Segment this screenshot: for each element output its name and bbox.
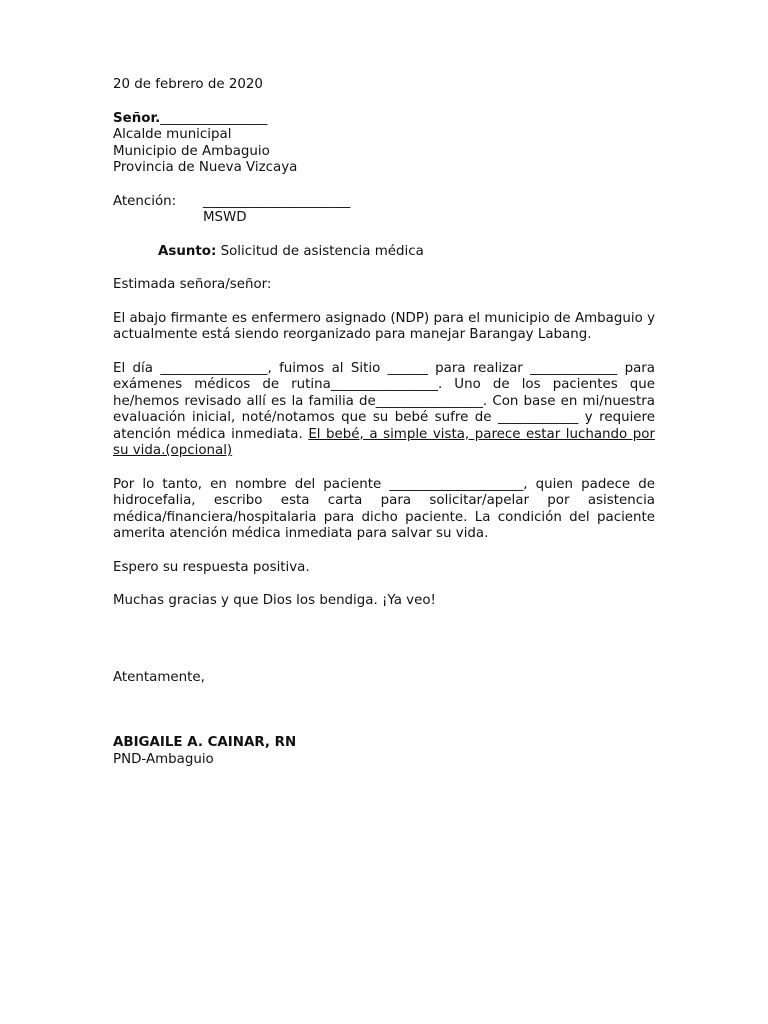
paragraph-4: Espero su respuesta positiva. [113,559,310,575]
attention-label: Atención: [113,193,177,209]
closing: Atentamente, [113,669,205,685]
paragraph-1: El abajo firmante es enfermero asignado (NDP) para el municipio de Ambaguio y actualmente está siendo reorganizado para manejar Barangay Labang. [113,310,655,342]
signature-name: ABIGAILE A. CAINAR, RN [113,735,297,750]
subject-label: Asunto: [158,243,217,259]
recipient-line-1: Alcalde municipal [113,127,232,142]
recipient-line-2: Municipio de Ambaguio [113,143,270,159]
attention-row [113,194,655,227]
letter-date: 20 de febrero de 2020 [113,77,263,92]
letter-page [113,77,655,768]
recipient-title: Señor. [113,110,161,126]
attention-blank: ______________________ [203,193,351,209]
paragraph-5: Muchas gracias y que Dios los bendiga. ¡Ya veo! [113,593,436,608]
recipient-line-3: Provincia de Nueva Vizcaya [113,160,298,175]
subject-line [113,244,655,261]
attention-org: MSWD [203,210,247,225]
greeting: Estimada señora/señor: [113,277,272,292]
paragraph-2 [113,361,655,460]
paragraph-2-body: El día ________________, fuimos al Sitio ______ para realizar _____________ para exámenes médicos de rutina________________. Uno de los pacientes que he/hemos revisado allí es la familia de________________. Con base en mi/nuestra evaluación inicial, noté/notamos que su bebé sufre de ____________ y requiere atención médica inmediata. [113,360,655,442]
subject-text: Solicitud de asistencia médica [216,243,424,259]
paragraph-3: Por lo tanto, en nombre del paciente ____________________, quien padece de hidrocefalia, escribo esta carta para solicitar/apelar por asistencia médica/financiera/hospitalaria para dicho paciente. La condición del paciente amerita atención médica inmediata para salvar su vida. [113,476,655,541]
signature-title: PND-Ambaguio [113,751,214,767]
recipient-blank: ________________ [160,110,268,126]
recipient-salutation [113,111,655,128]
paragraph-2-optional: El bebé, a simple vista, parece estar luchando por su vida.(opcional) [113,426,655,458]
